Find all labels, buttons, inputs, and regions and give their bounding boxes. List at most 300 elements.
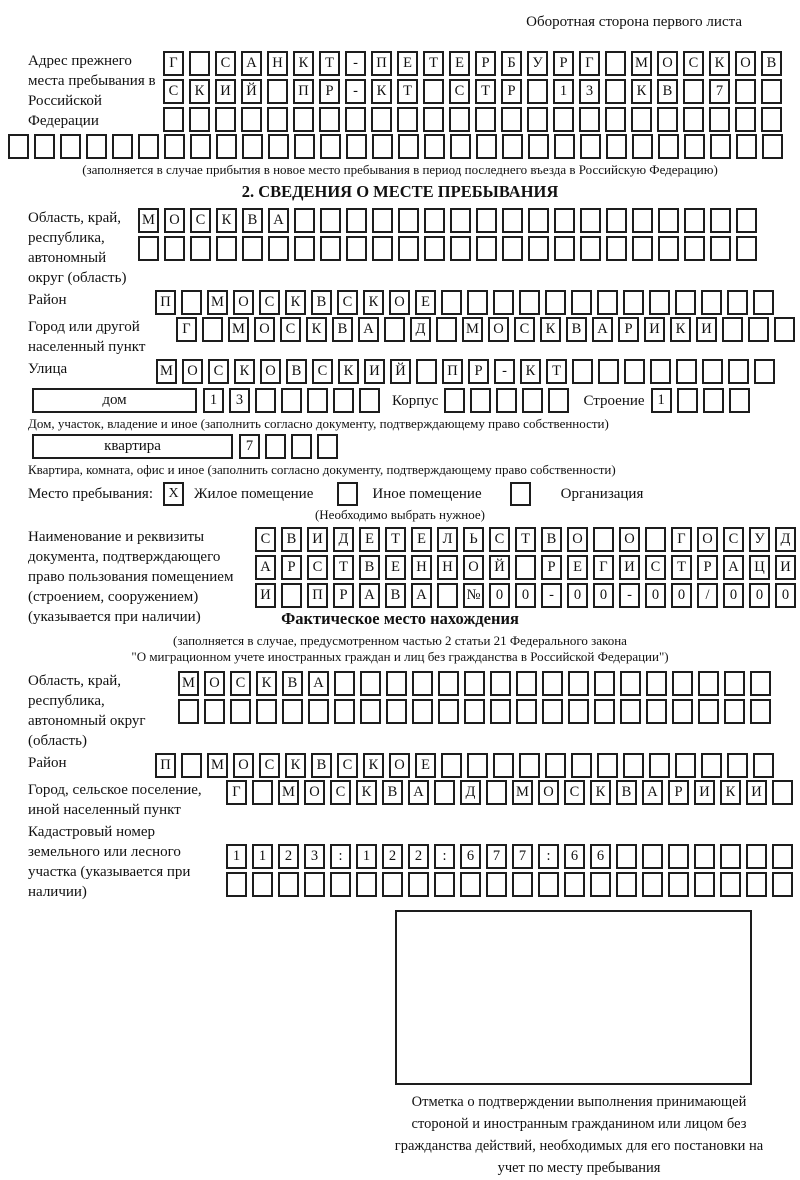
char-cell[interactable]: Е — [567, 555, 588, 580]
char-cell[interactable]: М — [207, 290, 228, 315]
char-cell[interactable]: К — [356, 780, 377, 805]
char-cell[interactable] — [181, 753, 202, 778]
char-cell[interactable] — [308, 699, 329, 724]
char-cell[interactable]: О — [619, 527, 640, 552]
char-cell[interactable]: В — [286, 359, 307, 384]
char-cell[interactable]: Р — [697, 555, 718, 580]
char-cell[interactable] — [293, 107, 314, 132]
char-cell[interactable]: 7 — [512, 844, 533, 869]
char-cell[interactable]: О — [304, 780, 325, 805]
char-cell[interactable]: - — [619, 583, 640, 608]
char-cell[interactable] — [230, 699, 251, 724]
char-cell[interactable] — [519, 753, 540, 778]
char-cell[interactable]: В — [616, 780, 637, 805]
char-cell[interactable] — [34, 134, 55, 159]
char-cell[interactable] — [580, 134, 601, 159]
char-cell[interactable]: Т — [397, 79, 418, 104]
char-cell[interactable] — [486, 780, 507, 805]
char-cell[interactable] — [476, 208, 497, 233]
char-cell[interactable]: : — [330, 844, 351, 869]
char-cell[interactable]: Е — [415, 753, 436, 778]
char-cell[interactable]: Г — [671, 527, 692, 552]
char-cell[interactable] — [398, 134, 419, 159]
char-cell[interactable] — [490, 671, 511, 696]
char-cell[interactable] — [724, 699, 745, 724]
char-cell[interactable] — [190, 236, 211, 261]
char-cell[interactable]: В — [382, 780, 403, 805]
char-cell[interactable] — [493, 753, 514, 778]
char-cell[interactable]: Р — [618, 317, 639, 342]
char-cell[interactable]: О — [254, 317, 275, 342]
char-cell[interactable] — [735, 107, 756, 132]
char-cell[interactable]: Й — [489, 555, 510, 580]
char-cell[interactable] — [650, 359, 671, 384]
char-cell[interactable]: Р — [668, 780, 689, 805]
char-cell[interactable]: О — [463, 555, 484, 580]
char-cell[interactable] — [746, 872, 767, 897]
char-cell[interactable]: 0 — [593, 583, 614, 608]
char-cell[interactable] — [616, 872, 637, 897]
char-cell[interactable]: В — [311, 290, 332, 315]
char-cell[interactable]: О — [657, 51, 678, 76]
char-cell[interactable]: Р — [468, 359, 489, 384]
char-cell[interactable]: Г — [593, 555, 614, 580]
char-cell[interactable] — [772, 872, 793, 897]
char-cell[interactable]: К — [520, 359, 541, 384]
char-cell[interactable] — [493, 290, 514, 315]
char-cell[interactable]: 6 — [564, 844, 585, 869]
char-cell[interactable]: Г — [226, 780, 247, 805]
char-cell[interactable]: 7 — [486, 844, 507, 869]
char-cell[interactable]: А — [723, 555, 744, 580]
char-cell[interactable] — [460, 872, 481, 897]
char-cell[interactable]: И — [364, 359, 385, 384]
char-cell[interactable]: 7 — [709, 79, 730, 104]
char-cell[interactable]: С — [215, 51, 236, 76]
char-cell[interactable]: Е — [411, 527, 432, 552]
char-cell[interactable] — [761, 79, 782, 104]
char-cell[interactable]: О — [735, 51, 756, 76]
char-cell[interactable] — [267, 79, 288, 104]
char-cell[interactable] — [496, 388, 517, 413]
char-cell[interactable] — [554, 208, 575, 233]
char-cell[interactable] — [528, 208, 549, 233]
char-cell[interactable] — [545, 290, 566, 315]
checkbox-organizatsiya[interactable] — [510, 482, 531, 506]
char-cell[interactable] — [698, 671, 719, 696]
char-cell[interactable]: К — [363, 290, 384, 315]
char-cell[interactable]: А — [308, 671, 329, 696]
char-cell[interactable] — [346, 208, 367, 233]
char-cell[interactable] — [181, 290, 202, 315]
char-cell[interactable] — [605, 79, 626, 104]
char-cell[interactable] — [278, 872, 299, 897]
char-cell[interactable]: С — [645, 555, 666, 580]
char-cell[interactable]: С — [723, 527, 744, 552]
char-cell[interactable] — [346, 236, 367, 261]
char-cell[interactable] — [215, 107, 236, 132]
char-cell[interactable] — [736, 134, 757, 159]
char-cell[interactable]: С — [163, 79, 184, 104]
char-cell[interactable] — [320, 208, 341, 233]
char-cell[interactable]: А — [358, 317, 379, 342]
char-cell[interactable] — [538, 872, 559, 897]
char-cell[interactable]: А — [359, 583, 380, 608]
char-cell[interactable] — [623, 753, 644, 778]
char-cell[interactable]: П — [155, 290, 176, 315]
char-cell[interactable] — [372, 134, 393, 159]
char-cell[interactable]: У — [749, 527, 770, 552]
char-cell[interactable] — [282, 699, 303, 724]
char-cell[interactable] — [216, 236, 237, 261]
char-cell[interactable] — [572, 359, 593, 384]
char-cell[interactable] — [265, 434, 286, 459]
char-cell[interactable]: О — [697, 527, 718, 552]
char-cell[interactable]: 0 — [749, 583, 770, 608]
char-cell[interactable]: О — [233, 290, 254, 315]
char-cell[interactable]: 1 — [651, 388, 672, 413]
char-cell[interactable] — [334, 671, 355, 696]
char-cell[interactable]: О — [164, 208, 185, 233]
char-cell[interactable]: Д — [460, 780, 481, 805]
char-cell[interactable] — [646, 671, 667, 696]
char-cell[interactable] — [683, 79, 704, 104]
char-cell[interactable]: Р — [333, 583, 354, 608]
char-cell[interactable] — [438, 671, 459, 696]
char-cell[interactable] — [522, 388, 543, 413]
char-cell[interactable] — [204, 699, 225, 724]
char-cell[interactable] — [449, 107, 470, 132]
char-cell[interactable]: И — [215, 79, 236, 104]
char-cell[interactable] — [434, 780, 455, 805]
char-cell[interactable]: И — [775, 555, 796, 580]
char-cell[interactable] — [281, 388, 302, 413]
char-cell[interactable]: О — [182, 359, 203, 384]
char-cell[interactable] — [436, 317, 457, 342]
char-cell[interactable] — [672, 699, 693, 724]
char-cell[interactable] — [753, 290, 774, 315]
char-cell[interactable]: 1 — [252, 844, 273, 869]
char-cell[interactable] — [720, 844, 741, 869]
char-cell[interactable] — [267, 107, 288, 132]
char-cell[interactable] — [189, 107, 210, 132]
char-cell[interactable] — [675, 753, 696, 778]
char-cell[interactable] — [291, 434, 312, 459]
char-cell[interactable] — [450, 208, 471, 233]
char-cell[interactable] — [642, 872, 663, 897]
char-cell[interactable] — [112, 134, 133, 159]
char-cell[interactable]: Н — [437, 555, 458, 580]
char-cell[interactable] — [597, 753, 618, 778]
char-cell[interactable]: С — [307, 555, 328, 580]
char-cell[interactable]: О — [260, 359, 281, 384]
char-cell[interactable] — [476, 134, 497, 159]
char-cell[interactable]: В — [242, 208, 263, 233]
char-cell[interactable]: С — [259, 290, 280, 315]
char-cell[interactable] — [735, 79, 756, 104]
char-cell[interactable] — [346, 134, 367, 159]
char-cell[interactable]: Т — [385, 527, 406, 552]
char-cell[interactable] — [684, 208, 705, 233]
char-cell[interactable] — [255, 388, 276, 413]
char-cell[interactable]: С — [230, 671, 251, 696]
char-cell[interactable]: М — [178, 671, 199, 696]
char-cell[interactable] — [762, 134, 783, 159]
char-cell[interactable] — [703, 388, 724, 413]
char-cell[interactable] — [397, 107, 418, 132]
char-cell[interactable] — [486, 872, 507, 897]
char-cell[interactable] — [450, 236, 471, 261]
char-cell[interactable]: В — [359, 555, 380, 580]
char-cell[interactable]: С — [449, 79, 470, 104]
char-cell[interactable]: Г — [579, 51, 600, 76]
char-cell[interactable] — [519, 290, 540, 315]
char-cell[interactable] — [268, 236, 289, 261]
char-cell[interactable]: А — [592, 317, 613, 342]
char-cell[interactable]: И — [255, 583, 276, 608]
char-cell[interactable]: О — [389, 290, 410, 315]
char-cell[interactable]: М — [138, 208, 159, 233]
char-cell[interactable] — [317, 434, 338, 459]
char-cell[interactable]: М — [512, 780, 533, 805]
char-cell[interactable] — [672, 671, 693, 696]
char-cell[interactable]: К — [709, 51, 730, 76]
char-cell[interactable]: 3 — [229, 388, 250, 413]
char-cell[interactable] — [746, 844, 767, 869]
char-cell[interactable]: К — [189, 79, 210, 104]
char-cell[interactable] — [722, 317, 743, 342]
char-cell[interactable] — [528, 134, 549, 159]
char-cell[interactable] — [356, 872, 377, 897]
char-cell[interactable] — [320, 134, 341, 159]
char-cell[interactable] — [515, 555, 536, 580]
char-cell[interactable] — [646, 699, 667, 724]
char-cell[interactable]: О — [488, 317, 509, 342]
char-cell[interactable] — [307, 388, 328, 413]
char-cell[interactable] — [580, 236, 601, 261]
char-cell[interactable] — [658, 134, 679, 159]
char-cell[interactable] — [408, 872, 429, 897]
char-cell[interactable] — [624, 359, 645, 384]
char-cell[interactable] — [450, 134, 471, 159]
char-cell[interactable]: П — [442, 359, 463, 384]
char-cell[interactable] — [190, 134, 211, 159]
char-cell[interactable]: Р — [553, 51, 574, 76]
char-cell[interactable]: Б — [501, 51, 522, 76]
char-cell[interactable] — [501, 107, 522, 132]
char-cell[interactable]: В — [761, 51, 782, 76]
char-cell[interactable]: К — [631, 79, 652, 104]
char-cell[interactable] — [658, 208, 679, 233]
char-cell[interactable] — [490, 699, 511, 724]
char-cell[interactable] — [554, 134, 575, 159]
char-cell[interactable]: В — [332, 317, 353, 342]
char-cell[interactable] — [252, 780, 273, 805]
char-cell[interactable] — [467, 753, 488, 778]
char-cell[interactable]: Й — [241, 79, 262, 104]
char-cell[interactable] — [571, 290, 592, 315]
char-cell[interactable]: В — [311, 753, 332, 778]
char-cell[interactable]: Р — [475, 51, 496, 76]
char-cell[interactable]: С — [514, 317, 535, 342]
char-cell[interactable]: Д — [410, 317, 431, 342]
char-cell[interactable] — [371, 107, 392, 132]
char-cell[interactable]: К — [670, 317, 691, 342]
char-cell[interactable] — [729, 388, 750, 413]
char-cell[interactable] — [372, 208, 393, 233]
char-cell[interactable]: О — [567, 527, 588, 552]
char-cell[interactable]: № — [463, 583, 484, 608]
char-cell[interactable]: Н — [267, 51, 288, 76]
char-cell[interactable] — [386, 671, 407, 696]
char-cell[interactable] — [579, 107, 600, 132]
char-cell[interactable]: Е — [449, 51, 470, 76]
char-cell[interactable]: И — [694, 780, 715, 805]
char-cell[interactable]: И — [696, 317, 717, 342]
char-cell[interactable] — [464, 671, 485, 696]
char-cell[interactable] — [268, 134, 289, 159]
char-cell[interactable]: М — [631, 51, 652, 76]
char-cell[interactable]: С — [489, 527, 510, 552]
char-cell[interactable]: М — [278, 780, 299, 805]
char-cell[interactable] — [86, 134, 107, 159]
char-cell[interactable] — [333, 388, 354, 413]
char-cell[interactable] — [163, 107, 184, 132]
char-cell[interactable]: К — [216, 208, 237, 233]
char-cell[interactable]: Й — [390, 359, 411, 384]
char-cell[interactable]: И — [746, 780, 767, 805]
char-cell[interactable]: М — [156, 359, 177, 384]
char-cell[interactable] — [398, 208, 419, 233]
char-cell[interactable] — [164, 134, 185, 159]
char-cell[interactable] — [571, 753, 592, 778]
char-cell[interactable] — [772, 780, 793, 805]
char-cell[interactable] — [564, 872, 585, 897]
char-cell[interactable]: - — [345, 79, 366, 104]
char-cell[interactable] — [694, 844, 715, 869]
char-cell[interactable] — [444, 388, 465, 413]
char-cell[interactable] — [727, 753, 748, 778]
char-cell[interactable] — [60, 134, 81, 159]
char-cell[interactable]: А — [642, 780, 663, 805]
char-cell[interactable]: 0 — [489, 583, 510, 608]
char-cell[interactable] — [384, 317, 405, 342]
char-cell[interactable] — [568, 699, 589, 724]
char-cell[interactable] — [605, 107, 626, 132]
char-cell[interactable] — [467, 290, 488, 315]
char-cell[interactable] — [252, 872, 273, 897]
char-cell[interactable] — [360, 671, 381, 696]
checkbox-zhiloe[interactable]: X — [163, 482, 184, 506]
char-cell[interactable] — [416, 359, 437, 384]
char-cell[interactable] — [423, 107, 444, 132]
char-cell[interactable]: К — [234, 359, 255, 384]
char-cell[interactable]: Е — [385, 555, 406, 580]
char-cell[interactable] — [476, 236, 497, 261]
char-cell[interactable] — [750, 671, 771, 696]
char-cell[interactable]: 1 — [203, 388, 224, 413]
char-cell[interactable]: Т — [319, 51, 340, 76]
char-cell[interactable]: К — [338, 359, 359, 384]
char-cell[interactable] — [594, 671, 615, 696]
char-cell[interactable]: 0 — [515, 583, 536, 608]
char-cell[interactable]: С — [564, 780, 585, 805]
char-cell[interactable] — [649, 753, 670, 778]
char-cell[interactable] — [164, 236, 185, 261]
char-cell[interactable]: П — [371, 51, 392, 76]
char-cell[interactable] — [345, 107, 366, 132]
char-cell[interactable] — [424, 134, 445, 159]
char-cell[interactable]: М — [207, 753, 228, 778]
char-cell[interactable] — [676, 359, 697, 384]
char-cell[interactable]: В — [281, 527, 302, 552]
char-cell[interactable]: А — [255, 555, 276, 580]
char-cell[interactable]: Д — [333, 527, 354, 552]
char-cell[interactable] — [242, 236, 263, 261]
char-cell[interactable]: С — [255, 527, 276, 552]
char-cell[interactable]: И — [619, 555, 640, 580]
char-cell[interactable]: 0 — [723, 583, 744, 608]
char-cell[interactable] — [412, 671, 433, 696]
char-cell[interactable]: 7 — [239, 434, 260, 459]
char-cell[interactable]: К — [306, 317, 327, 342]
char-cell[interactable]: / — [697, 583, 718, 608]
char-cell[interactable]: К — [540, 317, 561, 342]
char-cell[interactable]: К — [285, 753, 306, 778]
char-cell[interactable] — [502, 236, 523, 261]
char-cell[interactable] — [423, 79, 444, 104]
char-cell[interactable]: П — [307, 583, 328, 608]
char-cell[interactable]: Т — [671, 555, 692, 580]
char-cell[interactable] — [631, 107, 652, 132]
char-cell[interactable]: 6 — [460, 844, 481, 869]
char-cell[interactable] — [702, 359, 723, 384]
char-cell[interactable] — [441, 753, 462, 778]
char-cell[interactable]: А — [241, 51, 262, 76]
char-cell[interactable] — [398, 236, 419, 261]
char-cell[interactable] — [724, 671, 745, 696]
char-cell[interactable]: С — [683, 51, 704, 76]
char-cell[interactable] — [774, 317, 795, 342]
char-cell[interactable] — [632, 134, 653, 159]
char-cell[interactable]: К — [363, 753, 384, 778]
char-cell[interactable]: Т — [423, 51, 444, 76]
char-cell[interactable] — [424, 236, 445, 261]
char-cell[interactable]: В — [657, 79, 678, 104]
char-cell[interactable] — [372, 236, 393, 261]
char-cell[interactable] — [330, 872, 351, 897]
char-cell[interactable] — [319, 107, 340, 132]
char-cell[interactable] — [668, 844, 689, 869]
char-cell[interactable]: 0 — [775, 583, 796, 608]
char-cell[interactable]: С — [208, 359, 229, 384]
char-cell[interactable] — [527, 79, 548, 104]
char-cell[interactable] — [226, 872, 247, 897]
char-cell[interactable] — [512, 872, 533, 897]
char-cell[interactable] — [605, 51, 626, 76]
char-cell[interactable]: В — [566, 317, 587, 342]
char-cell[interactable] — [320, 236, 341, 261]
char-cell[interactable]: Е — [359, 527, 380, 552]
char-cell[interactable]: Р — [541, 555, 562, 580]
char-cell[interactable]: Е — [397, 51, 418, 76]
char-cell[interactable]: С — [280, 317, 301, 342]
char-cell[interactable] — [470, 388, 491, 413]
char-cell[interactable]: К — [371, 79, 392, 104]
char-cell[interactable] — [568, 671, 589, 696]
char-cell[interactable] — [750, 699, 771, 724]
char-cell[interactable] — [580, 208, 601, 233]
